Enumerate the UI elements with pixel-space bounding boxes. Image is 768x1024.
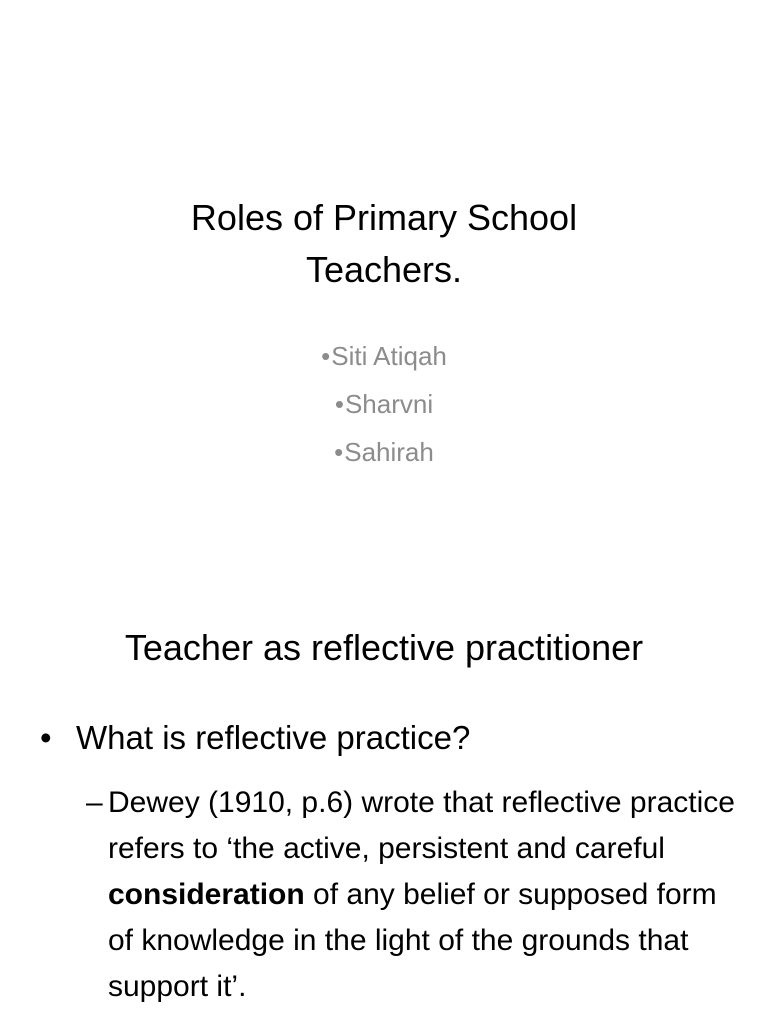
presentation-title bbox=[0, 192, 768, 296]
bullet-marker: • bbox=[40, 719, 52, 756]
bullet-text: What is reflective practice? bbox=[76, 719, 471, 756]
sub-bullet-item bbox=[86, 780, 746, 1010]
author-list bbox=[0, 332, 768, 476]
sub-bullet-marker: – bbox=[86, 786, 103, 819]
quote-text-after: of any belief or supposed form of knowledge in the light of the grounds that support it’. bbox=[108, 878, 717, 1003]
title-line-1: Roles of Primary School bbox=[190, 197, 578, 238]
bullet-item bbox=[40, 716, 740, 760]
author-item: • Sharvni bbox=[0, 380, 768, 428]
author-item: • Siti Atiqah bbox=[0, 332, 768, 380]
quote-emphasis: consideration bbox=[108, 878, 305, 911]
quote-text-before: Dewey (1910, p.6) wrote that reflective practice refers to ‘the active, persistent and careful bbox=[108, 786, 735, 865]
author-item: • Sahirah bbox=[0, 428, 768, 476]
title-line-2: Teachers. bbox=[305, 249, 463, 290]
sub-bullet-text bbox=[108, 780, 746, 1010]
slide-title: Teacher as reflective practitioner bbox=[124, 627, 644, 668]
content-slide bbox=[0, 560, 768, 1024]
